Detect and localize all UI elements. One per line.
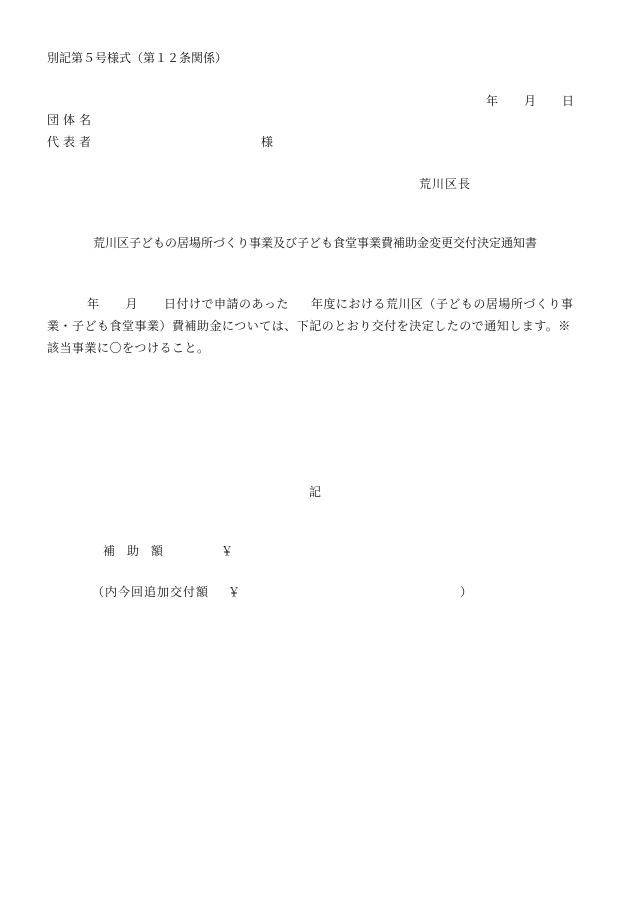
ki-heading: 記 (308, 485, 321, 499)
body-month: 月 (125, 297, 139, 311)
additional-yen: ￥ (228, 585, 241, 599)
additional-close-paren: ） (460, 585, 473, 599)
recipient-org-label: 団体名 (47, 113, 96, 127)
date-month: 月 (524, 94, 537, 108)
form-number: 別記第５号様式（第１２条関係） (47, 51, 228, 65)
body-year: 年 (87, 297, 100, 311)
document-title: 荒川区子どもの居場所づくり事業及び子ども食堂事業費補助金変更交付決定通知書 (92, 236, 537, 250)
amount-yen: ￥ (221, 544, 234, 558)
body-part2: 年度における荒川区（子どもの居場所づくり事業・子ども食堂事業）費補助金については、下記のとおり交付を決定したので通知します。※該当事業に〇をつけること。 (47, 297, 574, 355)
date-line (486, 92, 574, 109)
amount-label: 補助額 (103, 544, 176, 558)
date-year: 年 (486, 94, 499, 108)
body-paragraph (47, 293, 583, 359)
recipient-rep-label: 代表者 (47, 135, 96, 149)
recipient-honorific: 様 (261, 135, 274, 149)
body-part1: 日付けで申請のあった (164, 297, 289, 311)
date-day: 日 (562, 94, 575, 108)
issuer: 荒川区長 (419, 177, 472, 191)
additional-amount-label: （内今回追加交付額 (92, 585, 210, 599)
